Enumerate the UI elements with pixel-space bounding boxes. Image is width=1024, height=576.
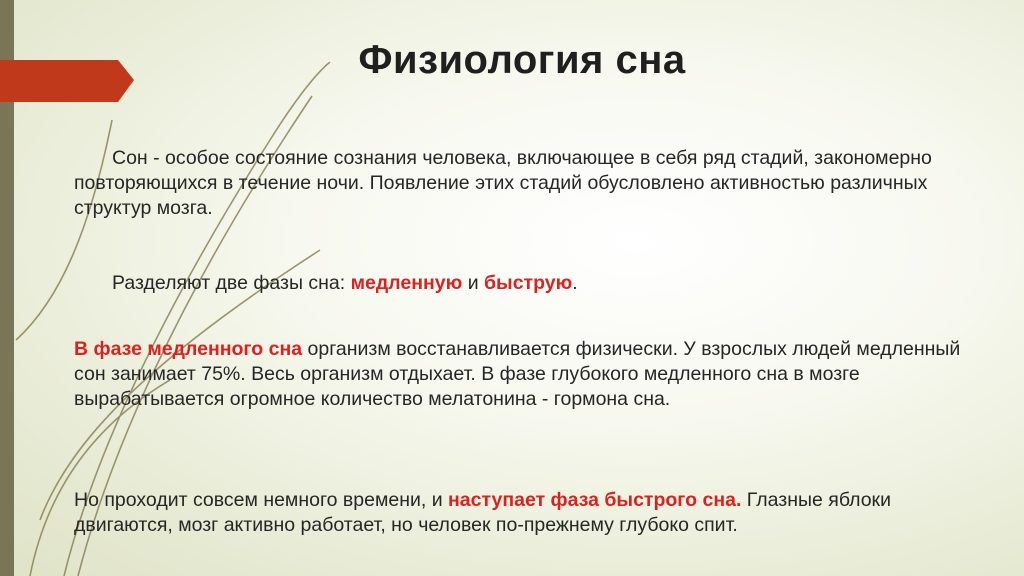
- slide-title: Физиология сна: [358, 38, 686, 82]
- paragraph-phases: [74, 271, 974, 296]
- slow-sleep-highlight: В фазе медленного сна: [74, 338, 303, 360]
- paragraph-fast-sleep: [74, 488, 974, 538]
- slow-phase-label: медленную: [350, 272, 463, 294]
- paragraph-slow-sleep: [74, 337, 974, 412]
- fast-sleep-highlight: наступает фаза быстрого сна.: [448, 489, 742, 511]
- definition-text: Сон - особое состояние сознания человека, включающее в себя ряд стадий, закономерно повторяющихся в течение ночи. Появление этих стадий обусловлено активностью различных структур мозга.: [74, 147, 932, 219]
- slow-sleep-text: организм восстанавливается физически. У взрослых людей медленный сон занимает 75%. Весь организм отдыхает. В фазе глубокого медленного сна в мозге вырабатывается огромное количество мелатонина - гормона сна.: [74, 338, 961, 410]
- fast-sleep-intro: Но проходит совсем немного времени, и: [74, 489, 449, 511]
- phases-text: Разделяют две фазы сна:: [112, 272, 351, 294]
- paragraph-definition: [74, 146, 974, 221]
- left-accent-bar: [0, 0, 14, 576]
- period-text: .: [572, 272, 578, 294]
- fast-phase-label: быструю: [484, 272, 573, 294]
- fast-sleep-text: Глазные яблоки двигаются, мозг активно работает, но человек по-прежнему глубоко спит.: [74, 489, 891, 536]
- and-text: и: [462, 272, 485, 294]
